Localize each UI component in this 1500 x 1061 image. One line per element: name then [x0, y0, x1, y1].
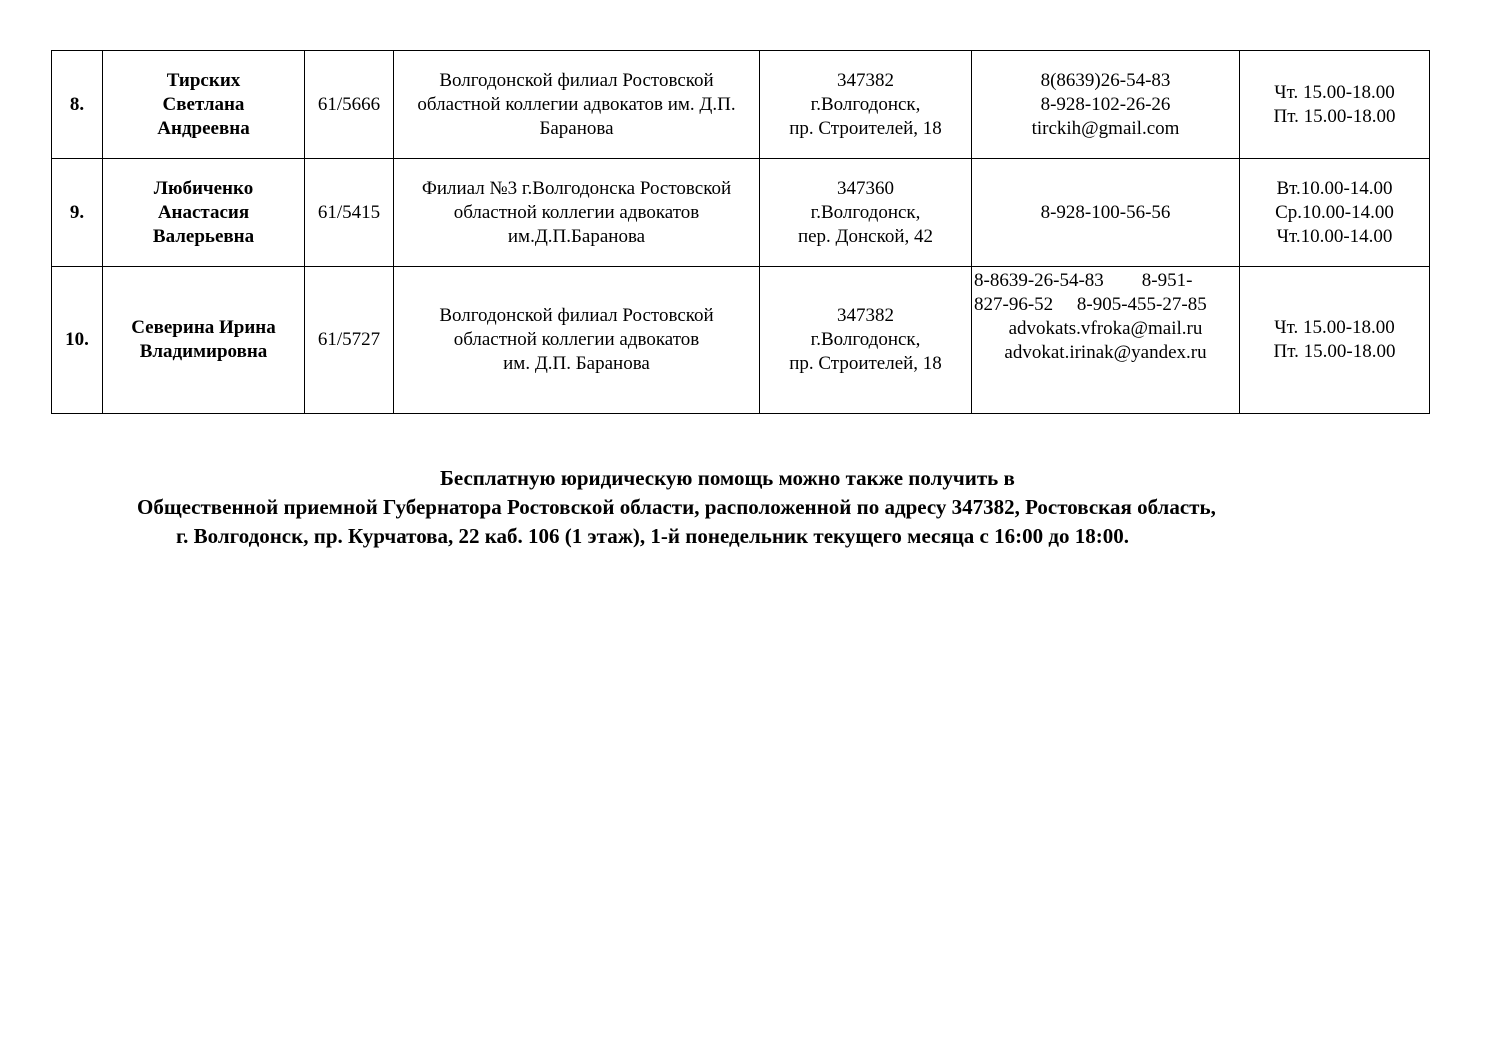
address-line: пер. Донской, 42 [797, 225, 934, 247]
phone-number: 8-8639-26-54-83 8-951- [974, 270, 1193, 291]
name-line: Владимировна [139, 341, 268, 362]
row-number: 10. [52, 267, 103, 414]
org-line: им.Д.П.Баранова [507, 225, 646, 247]
address-line: г.Волгодонск, [810, 329, 921, 350]
lawyers-table [51, 50, 1430, 414]
row-number: 9. [52, 159, 103, 267]
hours-line: Чт. 15.00-18.00 [1274, 81, 1395, 103]
org-line: Баранова [539, 117, 614, 139]
notice-line: Общественной приемной Губернатора Ростовской области, расположенной по адресу 347382, Ростовская область, [137, 495, 1216, 519]
name-line: Андреевна [157, 117, 250, 139]
address [760, 51, 972, 159]
phone-number: 8-928-100-56-56 [1040, 201, 1171, 223]
address-line: 347360 [837, 177, 894, 199]
reception-hours [1240, 51, 1430, 159]
registry-number: 61/5666 [305, 51, 394, 159]
address-line: г.Волгодонск, [810, 93, 921, 115]
name-line: Светлана [162, 93, 245, 115]
contacts [972, 51, 1240, 159]
contacts [972, 159, 1240, 267]
name-line: Валерьевна [152, 225, 255, 247]
org-line: областной коллегии адвокатов [453, 201, 700, 223]
org-line: Волгодонской филиал Ростовской [439, 69, 714, 91]
email-link[interactable]: advokats.vfroka@mail.ru [1008, 318, 1203, 339]
address [760, 267, 972, 414]
hours-line: Ср.10.00-14.00 [1275, 201, 1394, 223]
org-line: областной коллегии адвокатов [453, 329, 700, 350]
phone-number: 8-928-102-26-26 [1040, 93, 1171, 115]
name-line: Северина Ирина [131, 317, 276, 338]
lawyer-name [103, 159, 305, 267]
lawyer-name [103, 267, 305, 414]
address [760, 159, 972, 267]
reception-hours [1240, 267, 1430, 414]
hours-line: Пт. 15.00-18.00 [1273, 341, 1396, 362]
bar-organization [394, 51, 760, 159]
name-line: Анастасия [157, 201, 250, 223]
phone-number: 827-96-52 8-905-455-27-85 [974, 294, 1207, 315]
notice-line: г. Волгодонск, пр. Курчатова, 22 каб. 106 (1 этаж), 1-й понедельник текущего месяца с 16:00 до 18:00. [176, 524, 1129, 548]
lawyer-name [103, 51, 305, 159]
registry-number: 61/5415 [305, 159, 394, 267]
hours-line: Чт.10.00-14.00 [1276, 225, 1393, 247]
notice-line: Бесплатную юридическую помощь можно также получить в [440, 466, 1015, 490]
org-line: областной коллегии адвокатов им. Д.П. [417, 93, 736, 115]
reception-hours [1240, 159, 1430, 267]
table-row [52, 267, 1430, 414]
email-link[interactable]: advokat.irinak@yandex.ru [1004, 342, 1207, 363]
row-number: 8. [52, 51, 103, 159]
org-line: им. Д.П. Баранова [503, 353, 650, 374]
phone-number: 8(8639)26-54-83 [1040, 69, 1171, 91]
address-line: пр. Строителей, 18 [789, 353, 942, 374]
hours-line: Пт. 15.00-18.00 [1273, 105, 1396, 127]
table-row [52, 159, 1430, 267]
address-line: г.Волгодонск, [810, 201, 921, 223]
contacts [972, 267, 1240, 414]
address-line: пр. Строителей, 18 [789, 117, 942, 139]
bar-organization [394, 267, 760, 414]
address-line: 347382 [837, 305, 894, 326]
name-line: Тирских [166, 69, 241, 91]
org-line: Филиал №3 г.Волгодонска Ростовской [421, 177, 732, 199]
bar-organization [394, 159, 760, 267]
hours-line: Вт.10.00-14.00 [1276, 177, 1393, 199]
address-line: 347382 [837, 69, 894, 91]
registry-number: 61/5727 [305, 267, 394, 414]
table-row [52, 51, 1430, 159]
name-line: Любиченко [153, 177, 254, 199]
email-link[interactable]: tirckih@gmail.com [1031, 117, 1180, 139]
hours-line: Чт. 15.00-18.00 [1274, 317, 1395, 338]
org-line: Волгодонской филиал Ростовской [439, 305, 714, 326]
